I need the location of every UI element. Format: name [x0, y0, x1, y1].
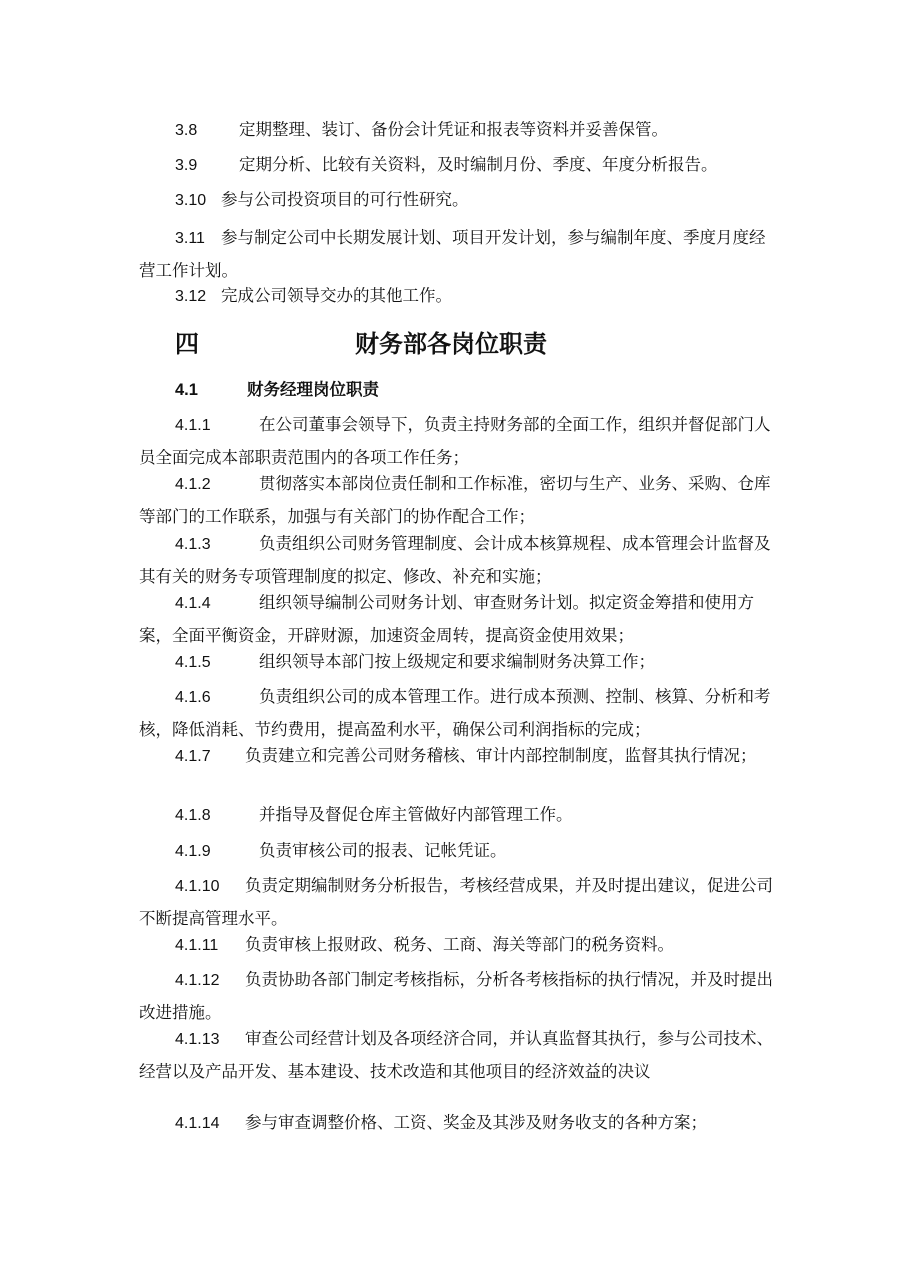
clause-number: 3.11	[175, 230, 205, 247]
clause-number: 3.9	[175, 157, 198, 174]
clause-number: 4.1.14	[175, 1115, 220, 1132]
paragraph-3-10	[139, 184, 773, 217]
clause-text: 负责建立和完善公司财务稽核、审计内部控制制度，监督其执行情况；	[245, 746, 757, 765]
paragraph-4-1-2	[139, 468, 773, 533]
clause-number: 3.8	[175, 122, 198, 139]
paragraph-4-1-6	[139, 681, 773, 746]
clause-number: 4.1.10	[175, 878, 220, 895]
clause-text: 组织领导本部门按上级规定和要求编制财务决算工作；	[259, 652, 655, 671]
paragraph-4-1-4	[139, 587, 773, 652]
clause-text: 负责组织公司财务管理制度、会计成本核算规程、成本管理会计监督及其有关的财务专项管理制度的拟定、修改、补充和实施；	[139, 534, 771, 586]
clause-number: 4.1.3	[175, 536, 211, 553]
clause-text: 参与审查调整价格、工资、奖金及其涉及财务收支的各种方案；	[245, 1113, 707, 1132]
paragraph-4-1-9	[139, 835, 773, 868]
clause-number: 4.1.12	[175, 972, 220, 989]
subsection-title: 财务经理岗位职责	[247, 380, 379, 399]
clause-number: 4.1.7	[175, 748, 211, 765]
clause-number: 4.1.6	[175, 689, 211, 706]
paragraph-3-11	[139, 222, 773, 287]
clause-text: 负责定期编制财务分析报告，考核经营成果，并及时提出建议，促进公司不断提高管理水平。	[139, 876, 773, 928]
paragraph-3-8	[139, 114, 773, 147]
clause-number: 4.1.13	[175, 1031, 220, 1048]
paragraph-4-1-10	[139, 870, 773, 935]
section-heading-number: 四	[175, 330, 199, 358]
paragraph-3-9	[139, 149, 773, 182]
clause-number: 4.1.8	[175, 807, 211, 824]
clause-text: 定期整理、装订、备份会计凭证和报表等资料并妥善保管。	[239, 120, 668, 139]
paragraph-4-1-8	[139, 799, 773, 832]
clause-text: 负责审核公司的报表、记帐凭证。	[259, 841, 507, 860]
clause-number: 4.1.11	[175, 937, 219, 954]
clause-text: 负责组织公司的成本管理工作。进行成本预测、控制、核算、分析和考核，降低消耗、节约费用，提高盈利水平，确保公司利润指标的完成；	[139, 687, 771, 739]
section-heading	[175, 326, 775, 362]
clause-number: 4.1.1	[175, 417, 211, 434]
clause-text: 定期分析、比较有关资料，及时编制月份、季度、年度分析报告。	[239, 155, 718, 174]
subsection-number: 4.1	[175, 381, 198, 399]
clause-text: 并指导及督促仓库主管做好内部管理工作。	[259, 805, 573, 824]
paragraph-4-1-11	[139, 929, 773, 962]
clause-text: 负责协助各部门制定考核指标，分析各考核指标的执行情况，并及时提出改进措施。	[139, 970, 773, 1022]
paragraph-4-1-7	[139, 740, 773, 773]
clause-number: 4.1.5	[175, 654, 211, 671]
clause-text: 完成公司领导交办的其他工作。	[221, 286, 452, 305]
subsection-heading	[175, 374, 775, 406]
clause-text: 在公司董事会领导下，负责主持财务部的全面工作，组织并督促部门人员全面完成本部职责范围内的各项工作任务；	[139, 415, 771, 467]
paragraph-4-1-5	[139, 646, 773, 679]
clause-number: 4.1.2	[175, 476, 211, 493]
section-heading-title: 财务部各岗位职责	[355, 330, 547, 358]
clause-text: 组织领导编制公司财务计划、审查财务计划。拟定资金筹措和使用方案，全面平衡资金，开辟财源，加速资金周转，提高资金使用效果；	[139, 593, 754, 645]
clause-text: 贯彻落实本部岗位责任制和工作标准，密切与生产、业务、采购、仓库等部门的工作联系，加强与有关部门的协作配合工作；	[139, 474, 771, 526]
clause-number: 4.1.4	[175, 595, 211, 612]
clause-text: 审查公司经营计划及各项经济合同，并认真监督其执行，参与公司技术、经营以及产品开发、基本建设、技术改造和其他项目的经济效益的决议	[139, 1029, 773, 1081]
clause-number: 3.12	[175, 288, 207, 305]
clause-number: 3.10	[175, 192, 207, 209]
paragraph-4-1-12	[139, 964, 773, 1029]
clause-number: 4.1.9	[175, 843, 211, 860]
paragraph-4-1-14	[139, 1107, 773, 1140]
paragraph-3-12	[139, 280, 773, 313]
paragraph-4-1-13	[139, 1023, 773, 1088]
clause-text: 负责审核上报财政、税务、工商、海关等部门的税务资料。	[245, 935, 674, 954]
clause-text: 参与制定公司中长期发展计划、项目开发计划，参与编制年度、季度月度经营工作计划。	[139, 228, 766, 280]
paragraph-4-1-1	[139, 409, 773, 474]
clause-text: 参与公司投资项目的可行性研究。	[221, 190, 469, 209]
paragraph-4-1-3	[139, 528, 773, 593]
